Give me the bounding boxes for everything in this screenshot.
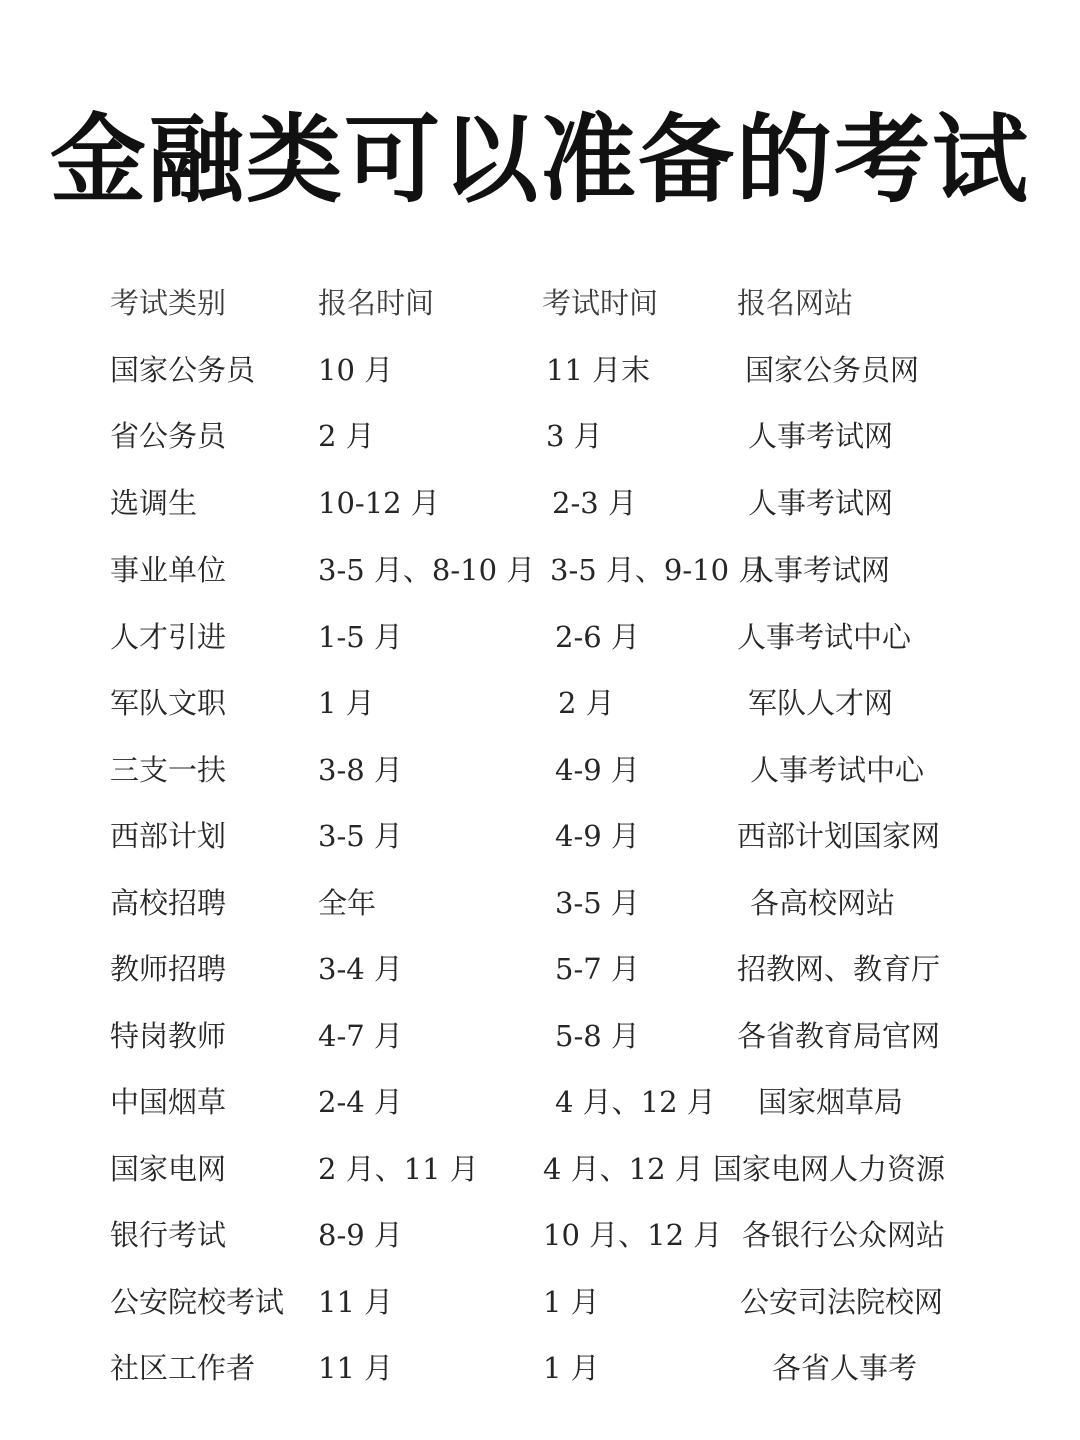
cell-category: 选调生 [110,486,198,520]
cell-registration-time: 8-9 月 [318,1218,403,1252]
cell-registration-time: 2 月 [318,419,375,453]
cell-category: 西部计划 [110,819,227,853]
cell-website: 军队人才网 [748,686,894,720]
cell-exam-time: 5-8 月 [555,1019,640,1053]
cell-registration-time: 全年 [318,886,377,920]
cell-registration-time: 2 月、11 月 [318,1152,479,1186]
cell-exam-time: 3 月 [546,419,603,453]
cell-exam-time: 2 月 [558,686,615,720]
cell-website: 国家烟草局 [758,1085,904,1119]
cell-website: 人事考试中心 [737,620,912,654]
cell-category: 国家公务员 [110,353,256,387]
cell-exam-time: 2-3 月 [552,486,637,520]
cell-category: 特岗教师 [110,1019,227,1053]
header-exam-time: 考试时间 [542,286,659,320]
header-registration-time: 报名时间 [318,286,435,320]
cell-exam-time: 3-5 月 [555,886,640,920]
cell-exam-time: 11 月末 [546,353,651,387]
cell-website: 公安司法院校网 [740,1285,944,1319]
cell-website: 西部计划国家网 [737,819,941,853]
cell-registration-time: 3-4 月 [318,952,403,986]
cell-registration-time: 2-4 月 [318,1085,403,1119]
cell-category: 教师招聘 [110,952,227,986]
cell-exam-time: 3-5 月、9-10 月 [550,553,768,587]
cell-website: 人事考试网 [748,486,894,520]
cell-website: 人事考试网 [745,553,891,587]
cell-category: 社区工作者 [110,1351,256,1385]
cell-registration-time: 11 月 [318,1285,394,1319]
cell-registration-time: 10-12 月 [318,486,440,520]
cell-exam-time: 1 月 [543,1351,600,1385]
cell-website: 各省教育局官网 [737,1019,941,1053]
cell-registration-time: 3-5 月、8-10 月 [318,553,536,587]
cell-category: 事业单位 [110,553,227,587]
cell-exam-time: 2-6 月 [555,620,640,654]
cell-exam-time: 10 月、12 月 [543,1218,723,1252]
cell-category: 公安院校考试 [110,1285,285,1319]
cell-website: 招教网、教育厅 [737,952,941,986]
cell-website: 国家电网人力资源 [713,1152,946,1186]
cell-category: 三支一扶 [110,753,227,787]
cell-registration-time: 1 月 [318,686,375,720]
cell-website: 国家公务员网 [745,353,920,387]
cell-website: 各银行公众网站 [742,1218,946,1252]
cell-registration-time: 4-7 月 [318,1019,403,1053]
cell-exam-time: 1 月 [543,1285,600,1319]
cell-exam-time: 4 月、12 月 [543,1152,704,1186]
cell-category: 人才引进 [110,620,227,654]
cell-website: 各高校网站 [750,886,896,920]
cell-category: 高校招聘 [110,886,227,920]
cell-website: 人事考试中心 [750,753,925,787]
page-title: 金融类可以准备的考试 [50,104,1030,216]
cell-exam-time: 5-7 月 [555,952,640,986]
cell-category: 银行考试 [110,1218,227,1252]
cell-website: 人事考试网 [748,419,894,453]
cell-exam-time: 4-9 月 [555,753,640,787]
cell-category: 军队文职 [110,686,227,720]
cell-exam-time: 4 月、12 月 [555,1085,716,1119]
cell-website: 各省人事考 [772,1351,918,1385]
header-category: 考试类别 [110,286,227,320]
cell-category: 省公务员 [110,419,227,453]
cell-category: 中国烟草 [110,1085,227,1119]
cell-registration-time: 11 月 [318,1351,394,1385]
cell-category: 国家电网 [110,1152,227,1186]
cell-registration-time: 3-8 月 [318,753,403,787]
cell-registration-time: 3-5 月 [318,819,403,853]
header-website: 报名网站 [737,286,854,320]
cell-registration-time: 10 月 [318,353,394,387]
cell-registration-time: 1-5 月 [318,620,403,654]
cell-exam-time: 4-9 月 [555,819,640,853]
